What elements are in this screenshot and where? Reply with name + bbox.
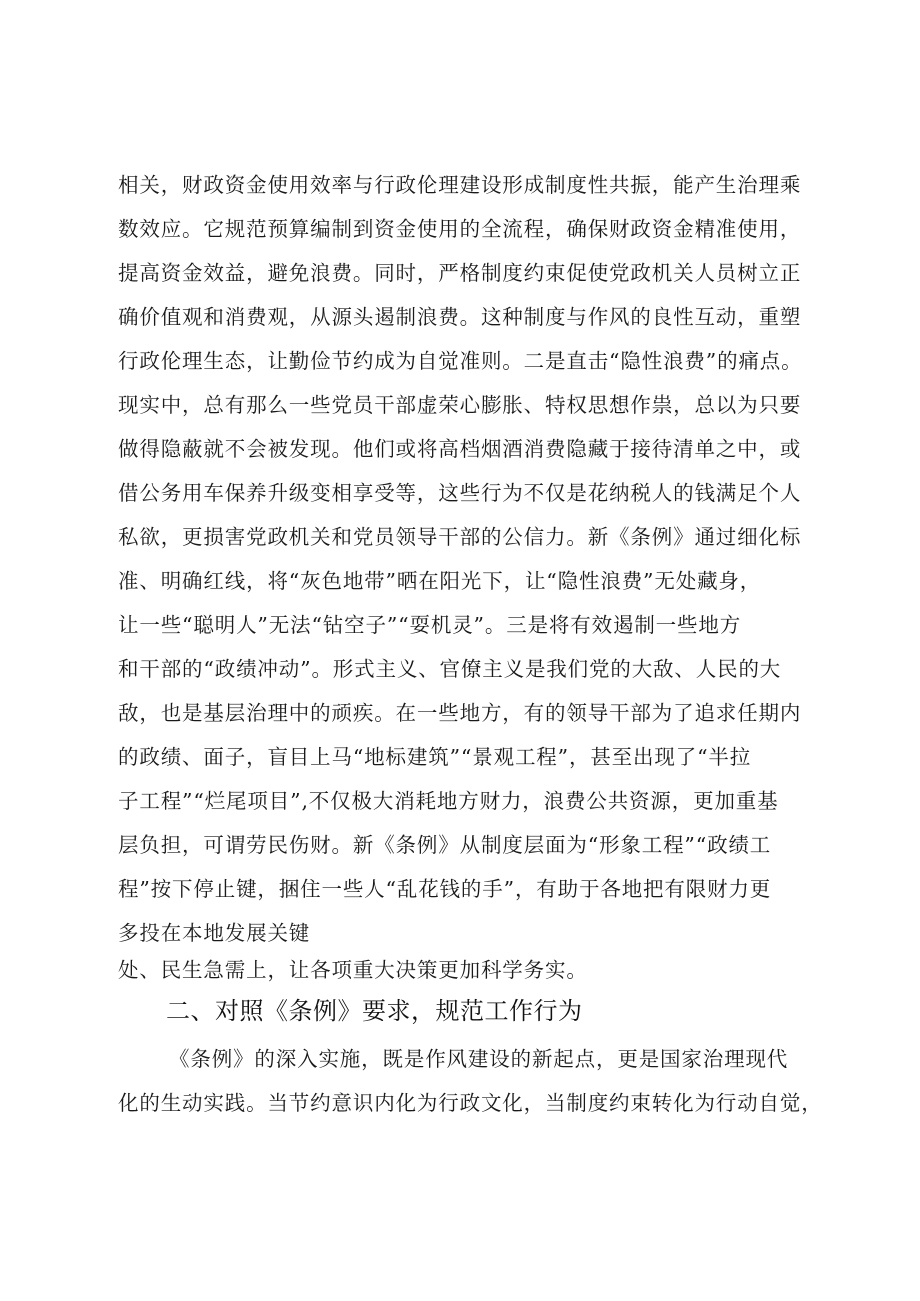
paragraph-line: 层负担，可谓劳民伤财。新《条例》从制度层面为“形象工程”“政绩工 [118, 833, 772, 857]
paragraph-line: 行政伦理生态，让勤俭节约成为自觉准则。二是直击“隐性浪费”的痛点。 [118, 349, 803, 373]
paragraph-line: 子工程”“烂尾项目”,不仅极大消耗地方财力，浪费公共资源，更加重基 [118, 789, 779, 813]
section-heading: 二、对照《条例》要求，规范工作行为 [166, 997, 583, 1025]
paragraph-line: 处、民生急需上，让各项重大决策更加科学务实。 [118, 958, 588, 982]
paragraph-line: 借公务用车保养升级变相享受等，这些行为不仅是花纳税人的钱满足个人 [118, 481, 802, 505]
paragraph-line: 和干部的“政绩冲动”。形式主义、官僚主义是我们党的大敌、人民的大 [118, 657, 782, 681]
paragraph-line-indented: 《条例》的深入实施，既是作风建设的新起点，更是国家治理现代 [169, 1047, 789, 1071]
paragraph-line: 多投在本地发展关键 [118, 921, 311, 945]
paragraph-line: 做得隐蔽就不会被发现。他们或将高档烟酒消费隐藏于接待清单之中，或 [118, 437, 802, 461]
paragraph-line: 提高资金效益，避免浪费。同时，严格制度约束促使党政机关人员树立正 [118, 261, 802, 285]
paragraph-line: 数效应。它规范预算编制到资金使用的全流程，确保财政资金精准使用， [118, 217, 802, 241]
paragraph-line: 程”按下停止键，捆住一些人“乱花钱的手”，有助于各地把有限财力更 [118, 877, 772, 901]
paragraph-line: 私欲，更损害党政机关和党员领导干部的公信力。新《条例》通过细化标 [118, 525, 802, 549]
paragraph-line: 的政绩、面子，盲目上马“地标建筑”“景观工程”，甚至出现了“半拉 [118, 745, 752, 769]
paragraph-line: 相关，财政资金使用效率与行政伦理建设形成制度性共振，能产生治理乘 [118, 173, 802, 197]
paragraph-line: 确价值观和消费观，从源头遏制浪费。这种制度与作风的良性互动，重塑 [118, 305, 802, 329]
paragraph-line: 让一些“聪明人”无法“钻空子”“耍机灵”。三是将有效遏制一些地方 [118, 613, 742, 637]
paragraph-line: 化的生动实践。当节约意识内化为行政文化，当制度约束转化为行动自觉， [118, 1091, 823, 1115]
paragraph-line: 准、明确红线，将“灰色地带”晒在阳光下，让“隐性浪费”无处藏身， [118, 569, 762, 593]
paragraph-line: 敌，也是基层治理中的顽疾。在一些地方，有的领导干部为了追求任期内 [118, 701, 802, 725]
paragraph-line: 现实中，总有那么一些党员干部虚荣心膨胀、特权思想作祟，总以为只要 [118, 393, 802, 417]
